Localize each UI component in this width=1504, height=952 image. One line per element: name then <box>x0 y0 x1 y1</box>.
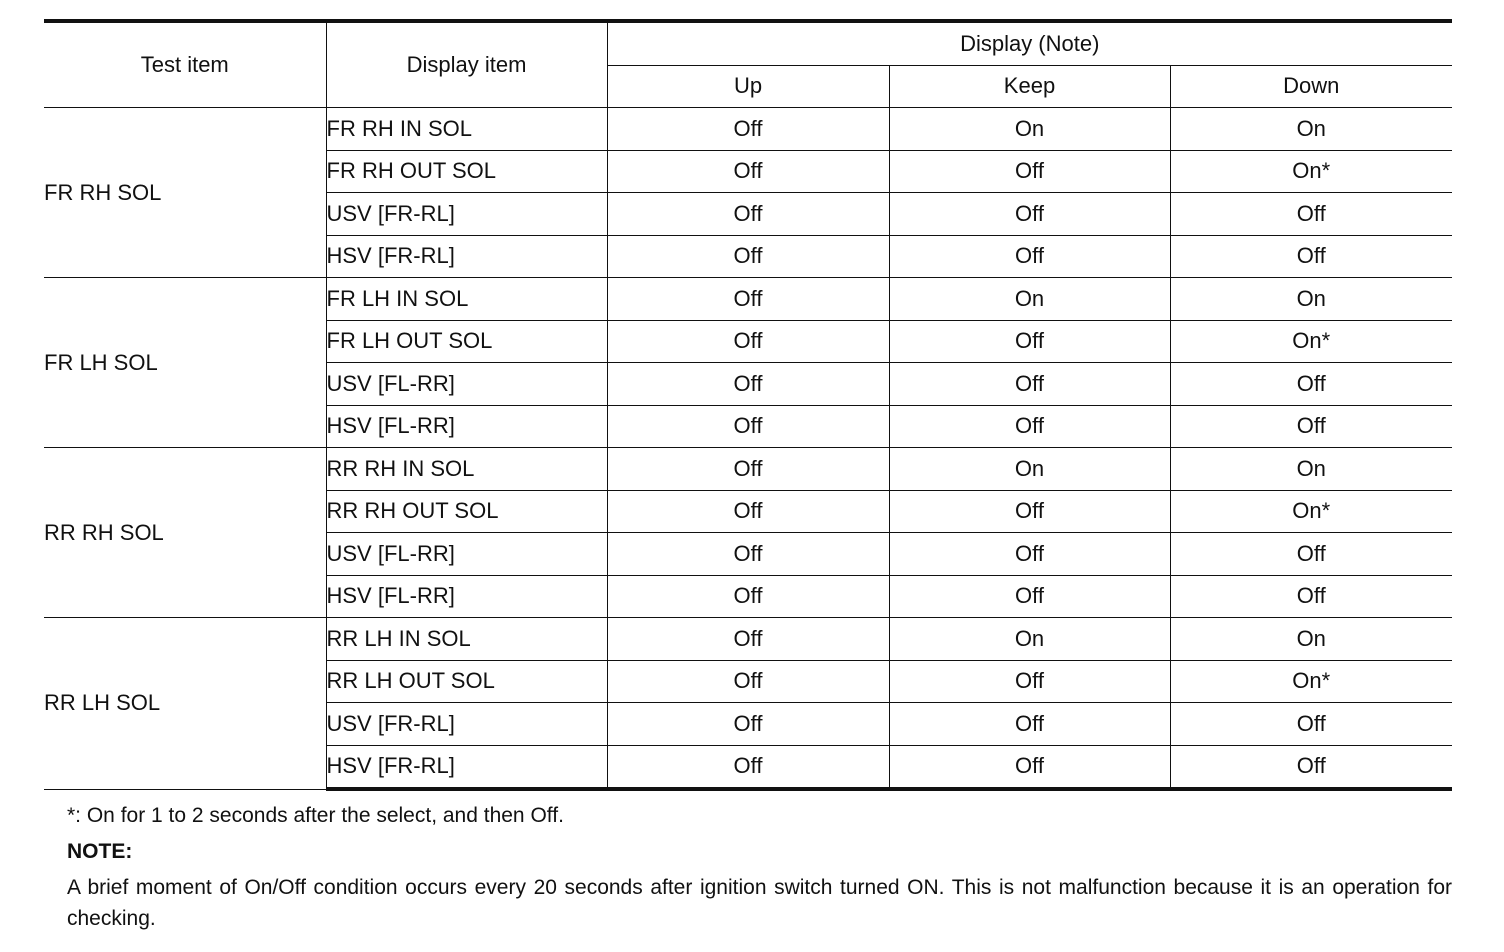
up-value-cell: Off <box>607 150 889 193</box>
up-value-cell: Off <box>607 193 889 236</box>
down-value-cell: Off <box>1170 193 1452 236</box>
display-item-cell: USV [FR-RL] <box>326 193 607 236</box>
up-value-cell: Off <box>607 363 889 406</box>
down-value-cell: On* <box>1170 150 1452 193</box>
notes-section <box>67 800 1452 934</box>
table-row <box>44 278 1452 321</box>
display-item-cell: RR RH IN SOL <box>326 448 607 491</box>
header-display-note: Display (Note) <box>607 21 1452 65</box>
note-heading: NOTE: <box>67 840 133 863</box>
keep-value-cell: Off <box>889 533 1170 576</box>
header-display-item: Display item <box>326 21 607 108</box>
test-item-cell: FR RH SOL <box>44 108 326 278</box>
header-keep: Keep <box>889 65 1170 108</box>
down-value-cell: On <box>1170 278 1452 321</box>
keep-value-cell: Off <box>889 745 1170 789</box>
display-item-cell: RR LH OUT SOL <box>326 660 607 703</box>
display-item-cell: FR LH IN SOL <box>326 278 607 321</box>
table-row <box>44 618 1452 661</box>
up-value-cell: Off <box>607 745 889 789</box>
display-item-cell: HSV [FL-RR] <box>326 575 607 618</box>
display-item-cell: FR RH OUT SOL <box>326 150 607 193</box>
up-value-cell: Off <box>607 405 889 448</box>
display-item-cell: HSV [FR-RL] <box>326 745 607 789</box>
down-value-cell: Off <box>1170 363 1452 406</box>
display-item-cell: FR RH IN SOL <box>326 108 607 151</box>
keep-value-cell: Off <box>889 320 1170 363</box>
keep-value-cell: Off <box>889 150 1170 193</box>
keep-value-cell: Off <box>889 703 1170 746</box>
down-value-cell: On* <box>1170 490 1452 533</box>
up-value-cell: Off <box>607 108 889 151</box>
up-value-cell: Off <box>607 618 889 661</box>
down-value-cell: On <box>1170 618 1452 661</box>
footnote: *: On for 1 to 2 seconds after the select, and then Off. <box>67 804 564 827</box>
display-item-cell: USV [FR-RL] <box>326 703 607 746</box>
up-value-cell: Off <box>607 278 889 321</box>
table-row <box>44 108 1452 151</box>
display-item-cell: RR LH IN SOL <box>326 618 607 661</box>
up-value-cell: Off <box>607 575 889 618</box>
display-item-cell: HSV [FL-RR] <box>326 405 607 448</box>
keep-value-cell: Off <box>889 405 1170 448</box>
down-value-cell: Off <box>1170 703 1452 746</box>
keep-value-cell: Off <box>889 660 1170 703</box>
header-down: Down <box>1170 65 1452 108</box>
keep-value-cell: On <box>889 108 1170 151</box>
down-value-cell: On <box>1170 108 1452 151</box>
keep-value-cell: Off <box>889 235 1170 278</box>
up-value-cell: Off <box>607 235 889 278</box>
display-item-cell: HSV [FR-RL] <box>326 235 607 278</box>
down-value-cell: Off <box>1170 405 1452 448</box>
down-value-cell: Off <box>1170 575 1452 618</box>
up-value-cell: Off <box>607 320 889 363</box>
up-value-cell: Off <box>607 490 889 533</box>
test-item-cell: RR LH SOL <box>44 618 326 790</box>
solenoid-test-table <box>44 19 1452 791</box>
down-value-cell: Off <box>1170 745 1452 789</box>
keep-value-cell: Off <box>889 490 1170 533</box>
header-up: Up <box>607 65 889 108</box>
keep-value-cell: On <box>889 278 1170 321</box>
display-item-cell: USV [FL-RR] <box>326 533 607 576</box>
display-item-cell: FR LH OUT SOL <box>326 320 607 363</box>
test-item-cell: RR RH SOL <box>44 448 326 618</box>
keep-value-cell: Off <box>889 363 1170 406</box>
up-value-cell: Off <box>607 660 889 703</box>
test-item-cell: FR LH SOL <box>44 278 326 448</box>
table-row <box>44 448 1452 491</box>
up-value-cell: Off <box>607 533 889 576</box>
down-value-cell: On* <box>1170 660 1452 703</box>
down-value-cell: On* <box>1170 320 1452 363</box>
header-test-item: Test item <box>44 21 326 108</box>
display-item-cell: USV [FL-RR] <box>326 363 607 406</box>
display-item-cell: RR RH OUT SOL <box>326 490 607 533</box>
keep-value-cell: On <box>889 618 1170 661</box>
down-value-cell: On <box>1170 448 1452 491</box>
up-value-cell: Off <box>607 448 889 491</box>
down-value-cell: Off <box>1170 533 1452 576</box>
keep-value-cell: Off <box>889 575 1170 618</box>
keep-value-cell: Off <box>889 193 1170 236</box>
down-value-cell: Off <box>1170 235 1452 278</box>
keep-value-cell: On <box>889 448 1170 491</box>
up-value-cell: Off <box>607 703 889 746</box>
table-header <box>44 21 1452 108</box>
note-text: A brief moment of On/Off condition occurs every 20 seconds after ignition switch turned ON. This is not malfunction because it is an operation for checking. <box>67 876 1452 930</box>
table-body <box>44 108 1452 790</box>
